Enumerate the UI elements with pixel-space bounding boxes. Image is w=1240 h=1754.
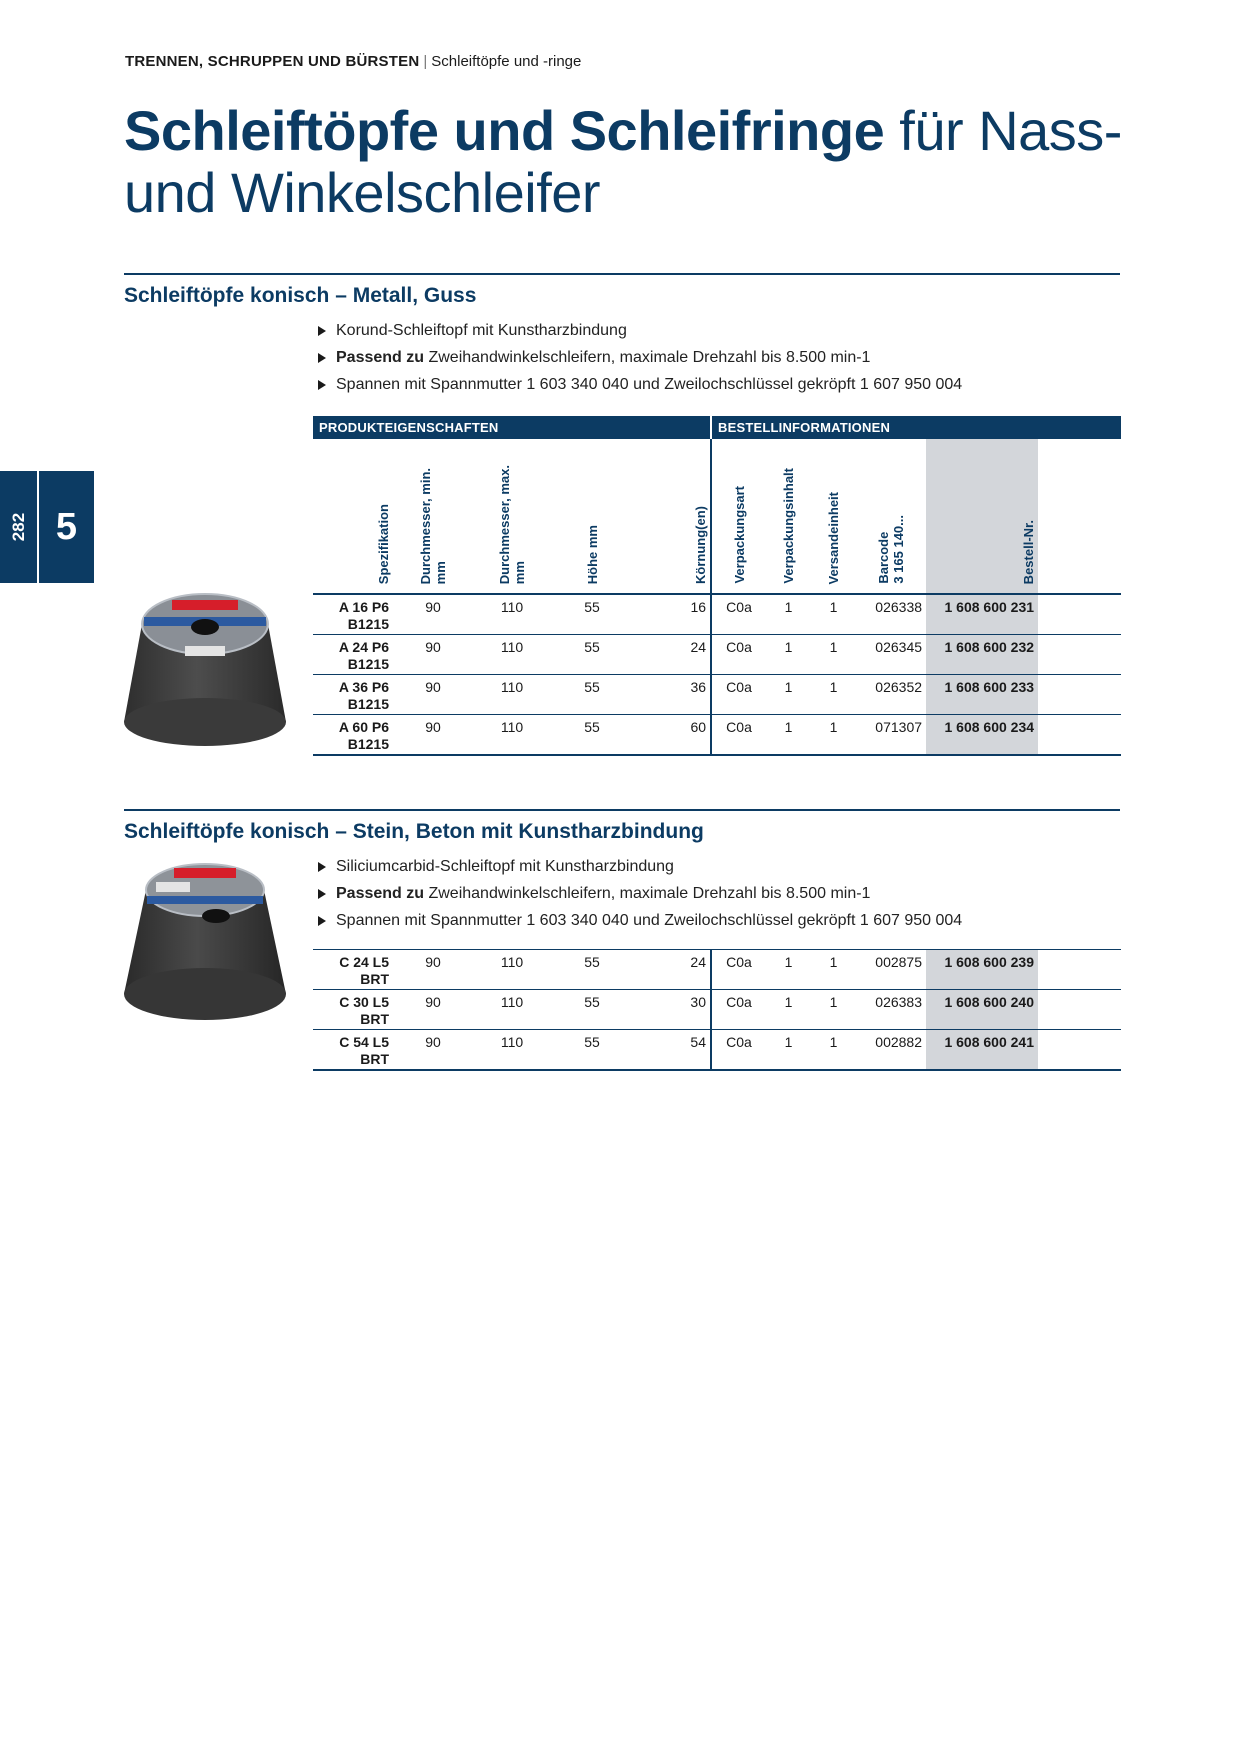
bullet-arrow-icon xyxy=(318,353,326,363)
section-1-title: Schleiftöpfe konisch – Metall, Guss xyxy=(124,284,477,307)
col-header-ship-unit: Versandeinheit xyxy=(811,439,856,594)
bullet-item: Passend zu Zweihandwinkelschleifern, maximale Drehzahl bis 8.500 min-1 xyxy=(318,880,962,907)
col-header-dmin: Durchmesser, min. mm xyxy=(393,439,473,594)
page-number: 282 xyxy=(8,512,28,542)
col-header-pack-type: Verpackungsart xyxy=(711,439,766,594)
page-title-bold: Schleiftöpfe und Schleifringe xyxy=(124,99,885,162)
bullet-arrow-icon xyxy=(318,862,326,872)
col-header-grit: Körnung(en) xyxy=(633,439,711,594)
table-row: A 36 P6 B1215 90 110 55 36 C0a 1 1 026352 1 608 600 233 xyxy=(313,675,1121,715)
page-title-regular-1: für Nass- xyxy=(884,99,1122,162)
section-2-bullets xyxy=(318,853,962,934)
page-number-tab xyxy=(0,471,37,583)
bullet-arrow-icon xyxy=(318,916,326,926)
group-header-order: BESTELLINFORMATIONEN xyxy=(711,416,1121,439)
page-title-regular-2: und Winkelschleifer xyxy=(124,161,601,224)
bullet-arrow-icon xyxy=(318,380,326,390)
col-header-dmax: Durchmesser, max. mm xyxy=(473,439,551,594)
breadcrumb-page: Schleiftöpfe und -ringe xyxy=(431,53,582,70)
bullet-item: Spannen mit Spannmutter 1 603 340 040 und Zweilochschlüssel gekröpft 1 607 950 004 xyxy=(318,907,962,934)
bullet-item: Korund-Schleiftopf mit Kunstharzbindung xyxy=(318,317,962,344)
product-table-stone xyxy=(313,949,1121,1071)
page-title xyxy=(124,100,1134,224)
breadcrumb-section: TRENNEN, SCHRUPPEN UND BÜRSTEN xyxy=(125,53,420,70)
col-header-barcode: Barcode 3 165 140... xyxy=(856,439,926,594)
bullet-item: Siliciumcarbid-Schleiftopf mit Kunstharzbindung xyxy=(318,853,962,880)
section-1-rule xyxy=(124,273,1120,275)
col-header-blank xyxy=(1038,439,1121,594)
col-header-height: Höhe mm xyxy=(551,439,633,594)
bullet-item: Spannen mit Spannmutter 1 603 340 040 und Zweilochschlüssel gekröpft 1 607 950 004 xyxy=(318,371,962,398)
table-row: A 16 P6 B1215 90 110 55 16 C0a 1 1 026338 1 608 600 231 xyxy=(313,594,1121,635)
breadcrumb xyxy=(125,53,581,70)
table-row: A 24 P6 B1215 90 110 55 24 C0a 1 1 026345 1 608 600 232 xyxy=(313,635,1121,675)
bullet-arrow-icon xyxy=(318,889,326,899)
section-2-rule xyxy=(124,809,1120,811)
grinding-cup-metal-image xyxy=(122,590,288,748)
bullet-arrow-icon xyxy=(318,326,326,336)
col-header-spec: Spezifikation xyxy=(313,439,393,594)
col-header-pack-content: Verpackungsinhalt xyxy=(766,439,811,594)
table-row: C 30 L5 BRT 90 110 55 30 C0a 1 1 026383 1 608 600 240 xyxy=(313,990,1121,1030)
table-row: A 60 P6 B1215 90 110 55 60 C0a 1 1 071307 1 608 600 234 xyxy=(313,715,1121,756)
table-row: C 54 L5 BRT 90 110 55 54 C0a 1 1 002882 1 608 600 241 xyxy=(313,1030,1121,1071)
section-1-bullets xyxy=(318,317,962,398)
col-header-order-no: Bestell-Nr. xyxy=(926,439,1038,594)
bullet-item: Passend zu Zweihandwinkelschleifern, maximale Drehzahl bis 8.500 min-1 xyxy=(318,344,962,371)
product-table-metal xyxy=(313,416,1121,756)
group-header-product: PRODUKTEIGENSCHAFTEN xyxy=(313,416,711,439)
breadcrumb-separator: | xyxy=(423,53,428,70)
grinding-cup-stone-image xyxy=(122,860,288,1022)
chapter-tab: 5 xyxy=(39,471,94,583)
table-row: C 24 L5 BRT 90 110 55 24 C0a 1 1 002875 1 608 600 239 xyxy=(313,950,1121,990)
section-2-title: Schleiftöpfe konisch – Stein, Beton mit Kunstharzbindung xyxy=(124,820,704,843)
